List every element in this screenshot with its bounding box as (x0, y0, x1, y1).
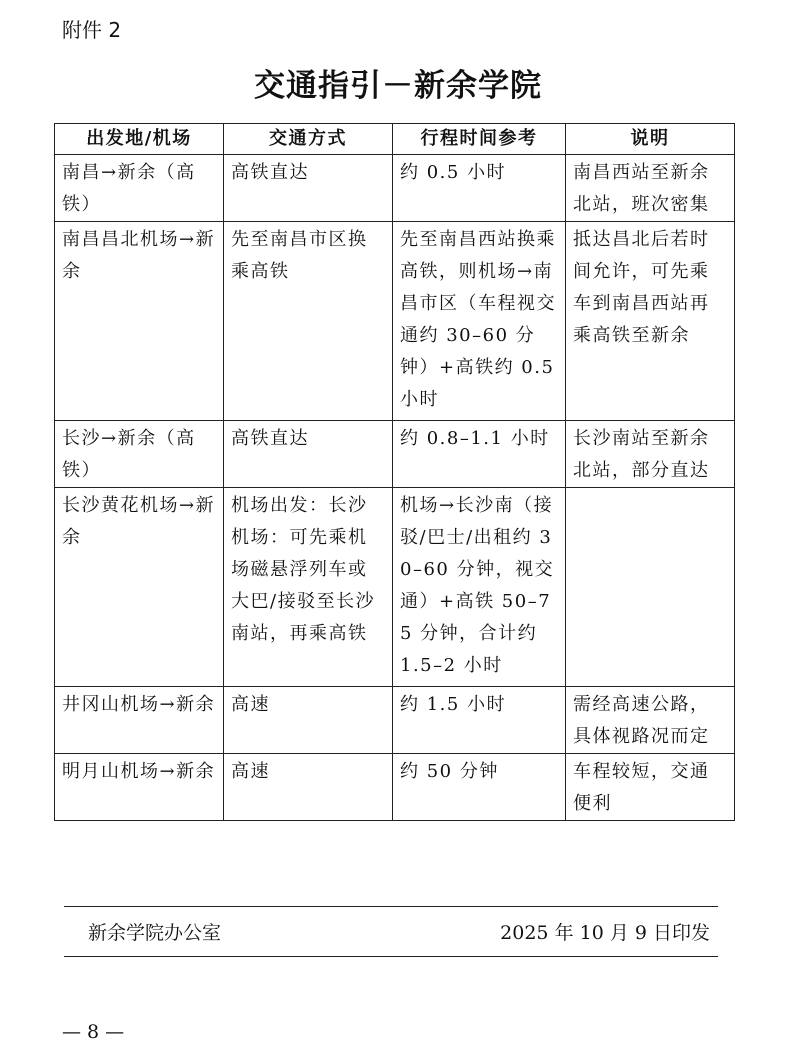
cell-transport-mode: 高速 (224, 754, 393, 821)
cell-origin: 长沙黄花机场→新余 (55, 488, 224, 687)
cell-travel-time: 约 0.5 小时 (393, 155, 566, 222)
header-origin: 出发地/机场 (55, 124, 224, 155)
cell-travel-time: 先至南昌西站换乘高铁，则机场→南昌市区（车程视交通约 30–60 分钟）+高铁约 0.5 小时 (393, 222, 566, 421)
table-row (55, 754, 735, 821)
table-row (55, 222, 735, 421)
document-title: 交通指引－新余学院 (254, 68, 542, 104)
cell-transport-mode: 高铁直达 (224, 421, 393, 488)
cell-notes: 车程较短，交通便利 (566, 754, 735, 821)
transport-guide-table (54, 123, 735, 821)
table-header-row (55, 124, 735, 155)
cell-notes: 抵达昌北后若时间允许，可先乘车到南昌西站再乘高铁至新余 (566, 222, 735, 421)
header-notes: 说明 (566, 124, 735, 155)
cell-origin: 南昌昌北机场→新余 (55, 222, 224, 421)
issuing-office: 新余学院办公室 (88, 922, 222, 944)
cell-transport-mode: 高速 (224, 687, 393, 754)
cell-notes (566, 488, 735, 687)
issue-date: 2025 年 10 月 9 日印发 (500, 922, 710, 944)
cell-origin: 长沙→新余（高铁） (55, 421, 224, 488)
cell-notes: 长沙南站至新余北站，部分直达 (566, 421, 735, 488)
cell-origin: 明月山机场→新余 (55, 754, 224, 821)
footer-top-rule (64, 906, 718, 907)
table-row (55, 421, 735, 488)
page-number: — 8 — (62, 1021, 125, 1043)
header-transport-mode: 交通方式 (224, 124, 393, 155)
cell-transport-mode: 机场出发：长沙机场：可先乘机场磁悬浮列车或大巴/接驳至长沙南站，再乘高铁 (224, 488, 393, 687)
cell-travel-time: 机场→长沙南（接驳/巴士/出租约 30–60 分钟，视交通）+高铁 50–75 分钟，合计约 1.5–2 小时 (393, 488, 566, 687)
table-row (55, 687, 735, 754)
attachment-label: 附件 2 (62, 18, 122, 42)
cell-origin: 井冈山机场→新余 (55, 687, 224, 754)
header-travel-time: 行程时间参考 (393, 124, 566, 155)
table-row (55, 488, 735, 687)
cell-notes: 南昌西站至新余北站，班次密集 (566, 155, 735, 222)
cell-travel-time: 约 50 分钟 (393, 754, 566, 821)
cell-origin: 南昌→新余（高铁） (55, 155, 224, 222)
cell-notes: 需经高速公路，具体视路况而定 (566, 687, 735, 754)
cell-transport-mode: 高铁直达 (224, 155, 393, 222)
cell-travel-time: 约 1.5 小时 (393, 687, 566, 754)
footer-bottom-rule (64, 956, 718, 957)
cell-travel-time: 约 0.8–1.1 小时 (393, 421, 566, 488)
table-row (55, 155, 735, 222)
cell-transport-mode: 先至南昌市区换乘高铁 (224, 222, 393, 421)
